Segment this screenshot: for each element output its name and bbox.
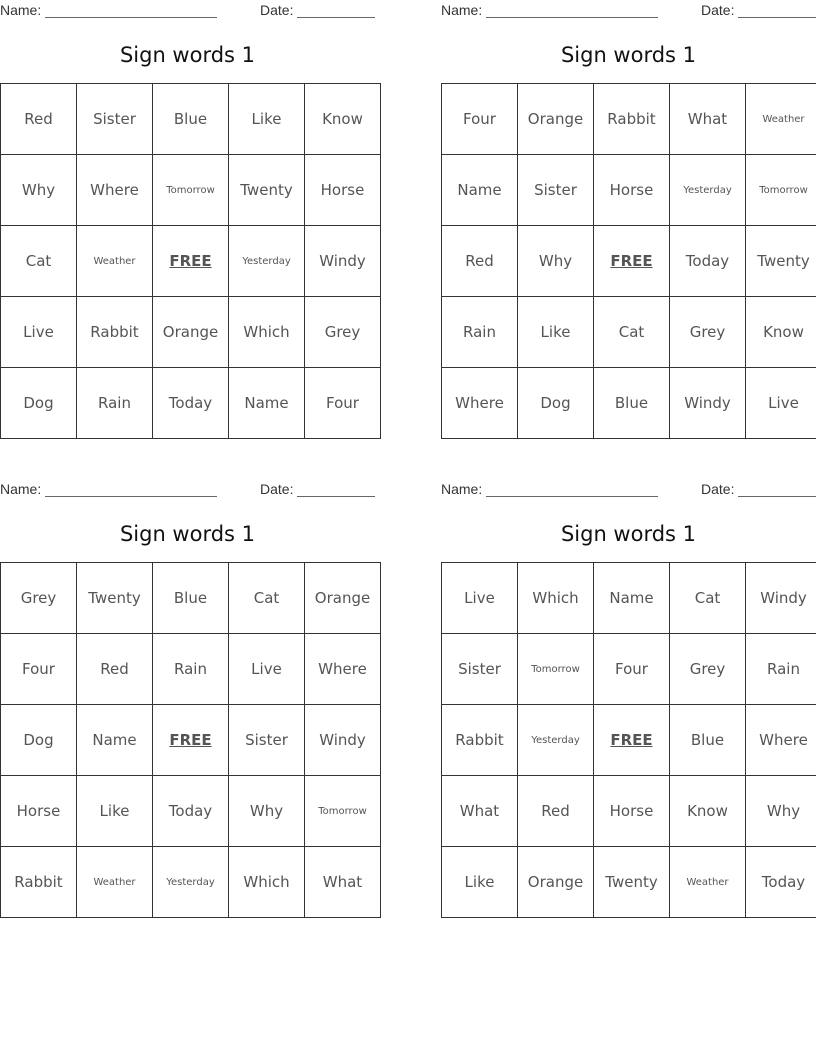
word-cell: Where bbox=[77, 155, 153, 226]
word-cell: Where bbox=[305, 634, 381, 705]
word-cell: Like bbox=[77, 776, 153, 847]
name-label: Name: bbox=[441, 481, 483, 497]
card-header bbox=[0, 481, 375, 499]
card-title: Sign words 1 bbox=[119, 43, 256, 67]
word-cell: Name bbox=[77, 705, 153, 776]
word-cell: Twenty bbox=[594, 847, 670, 918]
word-cell: Windy bbox=[305, 705, 381, 776]
word-cell: Live bbox=[229, 634, 305, 705]
word-cell: Red bbox=[77, 634, 153, 705]
card-header bbox=[441, 481, 816, 499]
word-cell: Red bbox=[1, 84, 77, 155]
word-cell: Which bbox=[229, 297, 305, 368]
word-cell: Dog bbox=[1, 368, 77, 439]
date-blank-line bbox=[297, 17, 375, 18]
word-cell: Windy bbox=[670, 368, 746, 439]
grid-row bbox=[442, 847, 816, 918]
grid-row bbox=[442, 226, 816, 297]
word-cell: Rain bbox=[77, 368, 153, 439]
word-cell: Today bbox=[153, 776, 229, 847]
name-blank-line bbox=[45, 17, 217, 18]
word-cell: Horse bbox=[594, 776, 670, 847]
word-cell: Orange bbox=[153, 297, 229, 368]
name-blank-line bbox=[486, 17, 658, 18]
grid-row bbox=[1, 634, 381, 705]
word-cell: Sister bbox=[518, 155, 594, 226]
date-blank-line bbox=[297, 496, 375, 497]
word-cell: Yesterday bbox=[670, 155, 746, 226]
word-cell: Cat bbox=[594, 297, 670, 368]
card-header bbox=[0, 2, 375, 20]
word-cell: Rain bbox=[746, 634, 816, 705]
word-cell: Sister bbox=[229, 705, 305, 776]
word-cell: Yesterday bbox=[229, 226, 305, 297]
word-cell: Name bbox=[229, 368, 305, 439]
grid-row bbox=[442, 368, 816, 439]
grid-row bbox=[1, 155, 381, 226]
word-cell: Which bbox=[518, 563, 594, 634]
word-cell: Four bbox=[1, 634, 77, 705]
grid-row bbox=[1, 368, 381, 439]
word-cell: Four bbox=[442, 84, 518, 155]
word-cell: Like bbox=[229, 84, 305, 155]
grid-row bbox=[442, 297, 816, 368]
name-label: Name: bbox=[0, 481, 42, 497]
word-cell: Rabbit bbox=[594, 84, 670, 155]
word-cell: Grey bbox=[305, 297, 381, 368]
bingo-grid bbox=[0, 83, 381, 439]
word-cell: Grey bbox=[1, 563, 77, 634]
word-cell: Twenty bbox=[77, 563, 153, 634]
word-cell: Horse bbox=[305, 155, 381, 226]
word-cell: Live bbox=[442, 563, 518, 634]
word-cell: Weather bbox=[746, 84, 816, 155]
grid-row bbox=[1, 226, 381, 297]
word-cell: Blue bbox=[594, 368, 670, 439]
grid-row bbox=[1, 297, 381, 368]
word-cell: Tomorrow bbox=[153, 155, 229, 226]
word-cell: Tomorrow bbox=[746, 155, 816, 226]
word-cell: Blue bbox=[153, 563, 229, 634]
word-cell: Today bbox=[670, 226, 746, 297]
word-cell: Sister bbox=[77, 84, 153, 155]
word-cell: Weather bbox=[670, 847, 746, 918]
grid-row bbox=[1, 563, 381, 634]
word-cell: Horse bbox=[594, 155, 670, 226]
bingo-grid bbox=[441, 562, 816, 918]
word-cell: Rabbit bbox=[77, 297, 153, 368]
bingo-grid bbox=[0, 562, 381, 918]
word-cell: Live bbox=[746, 368, 816, 439]
word-cell: Rabbit bbox=[442, 705, 518, 776]
word-cell: Weather bbox=[77, 847, 153, 918]
word-cell: Sister bbox=[442, 634, 518, 705]
bingo-card-4 bbox=[441, 479, 816, 919]
bingo-card-2 bbox=[441, 0, 816, 440]
word-cell: Orange bbox=[518, 847, 594, 918]
grid-row bbox=[442, 84, 816, 155]
word-cell: Grey bbox=[670, 297, 746, 368]
word-cell: Which bbox=[229, 847, 305, 918]
grid-row bbox=[1, 84, 381, 155]
word-cell: Know bbox=[670, 776, 746, 847]
word-cell: Red bbox=[518, 776, 594, 847]
word-cell: Weather bbox=[77, 226, 153, 297]
word-cell: Where bbox=[442, 368, 518, 439]
free-space-cell: FREE bbox=[153, 705, 229, 776]
word-cell: Red bbox=[442, 226, 518, 297]
grid-row bbox=[1, 847, 381, 918]
date-label: Date: bbox=[260, 2, 294, 18]
word-cell: Why bbox=[518, 226, 594, 297]
word-cell: Four bbox=[305, 368, 381, 439]
word-cell: Twenty bbox=[229, 155, 305, 226]
word-cell: What bbox=[305, 847, 381, 918]
grid-row bbox=[442, 563, 816, 634]
word-cell: What bbox=[670, 84, 746, 155]
word-cell: Tomorrow bbox=[518, 634, 594, 705]
name-label: Name: bbox=[441, 2, 483, 18]
free-space-cell: FREE bbox=[153, 226, 229, 297]
card-header bbox=[441, 2, 816, 20]
word-cell: Dog bbox=[518, 368, 594, 439]
word-cell: Tomorrow bbox=[305, 776, 381, 847]
word-cell: Windy bbox=[305, 226, 381, 297]
word-cell: Yesterday bbox=[153, 847, 229, 918]
card-title: Sign words 1 bbox=[560, 43, 697, 67]
word-cell: Yesterday bbox=[518, 705, 594, 776]
word-cell: Rabbit bbox=[1, 847, 77, 918]
word-cell: Like bbox=[442, 847, 518, 918]
word-cell: Orange bbox=[518, 84, 594, 155]
word-cell: Today bbox=[746, 847, 816, 918]
word-cell: What bbox=[442, 776, 518, 847]
name-label: Name: bbox=[0, 2, 42, 18]
word-cell: Like bbox=[518, 297, 594, 368]
grid-row bbox=[1, 705, 381, 776]
name-blank-line bbox=[486, 496, 658, 497]
bingo-card-3 bbox=[0, 479, 375, 919]
word-cell: Why bbox=[746, 776, 816, 847]
word-cell: Name bbox=[594, 563, 670, 634]
word-cell: Twenty bbox=[746, 226, 816, 297]
word-cell: Blue bbox=[153, 84, 229, 155]
grid-row bbox=[442, 776, 816, 847]
word-cell: Name bbox=[442, 155, 518, 226]
date-label: Date: bbox=[701, 481, 735, 497]
word-cell: Orange bbox=[305, 563, 381, 634]
date-blank-line bbox=[738, 17, 816, 18]
bingo-card-1 bbox=[0, 0, 375, 440]
grid-row bbox=[1, 776, 381, 847]
word-cell: Today bbox=[153, 368, 229, 439]
word-cell: Windy bbox=[746, 563, 816, 634]
card-title: Sign words 1 bbox=[119, 522, 256, 546]
date-label: Date: bbox=[701, 2, 735, 18]
card-title: Sign words 1 bbox=[560, 522, 697, 546]
date-label: Date: bbox=[260, 481, 294, 497]
word-cell: Grey bbox=[670, 634, 746, 705]
word-cell: Where bbox=[746, 705, 816, 776]
date-blank-line bbox=[738, 496, 816, 497]
word-cell: Rain bbox=[442, 297, 518, 368]
word-cell: Know bbox=[746, 297, 816, 368]
word-cell: Cat bbox=[670, 563, 746, 634]
free-space-cell: FREE bbox=[594, 226, 670, 297]
name-blank-line bbox=[45, 496, 217, 497]
word-cell: Live bbox=[1, 297, 77, 368]
word-cell: Why bbox=[1, 155, 77, 226]
word-cell: Dog bbox=[1, 705, 77, 776]
bingo-grid bbox=[441, 83, 816, 439]
free-space-cell: FREE bbox=[594, 705, 670, 776]
word-cell: Blue bbox=[670, 705, 746, 776]
word-cell: Why bbox=[229, 776, 305, 847]
word-cell: Cat bbox=[229, 563, 305, 634]
grid-row bbox=[442, 155, 816, 226]
word-cell: Horse bbox=[1, 776, 77, 847]
word-cell: Rain bbox=[153, 634, 229, 705]
word-cell: Know bbox=[305, 84, 381, 155]
grid-row bbox=[442, 705, 816, 776]
word-cell: Four bbox=[594, 634, 670, 705]
grid-row bbox=[442, 634, 816, 705]
word-cell: Cat bbox=[1, 226, 77, 297]
